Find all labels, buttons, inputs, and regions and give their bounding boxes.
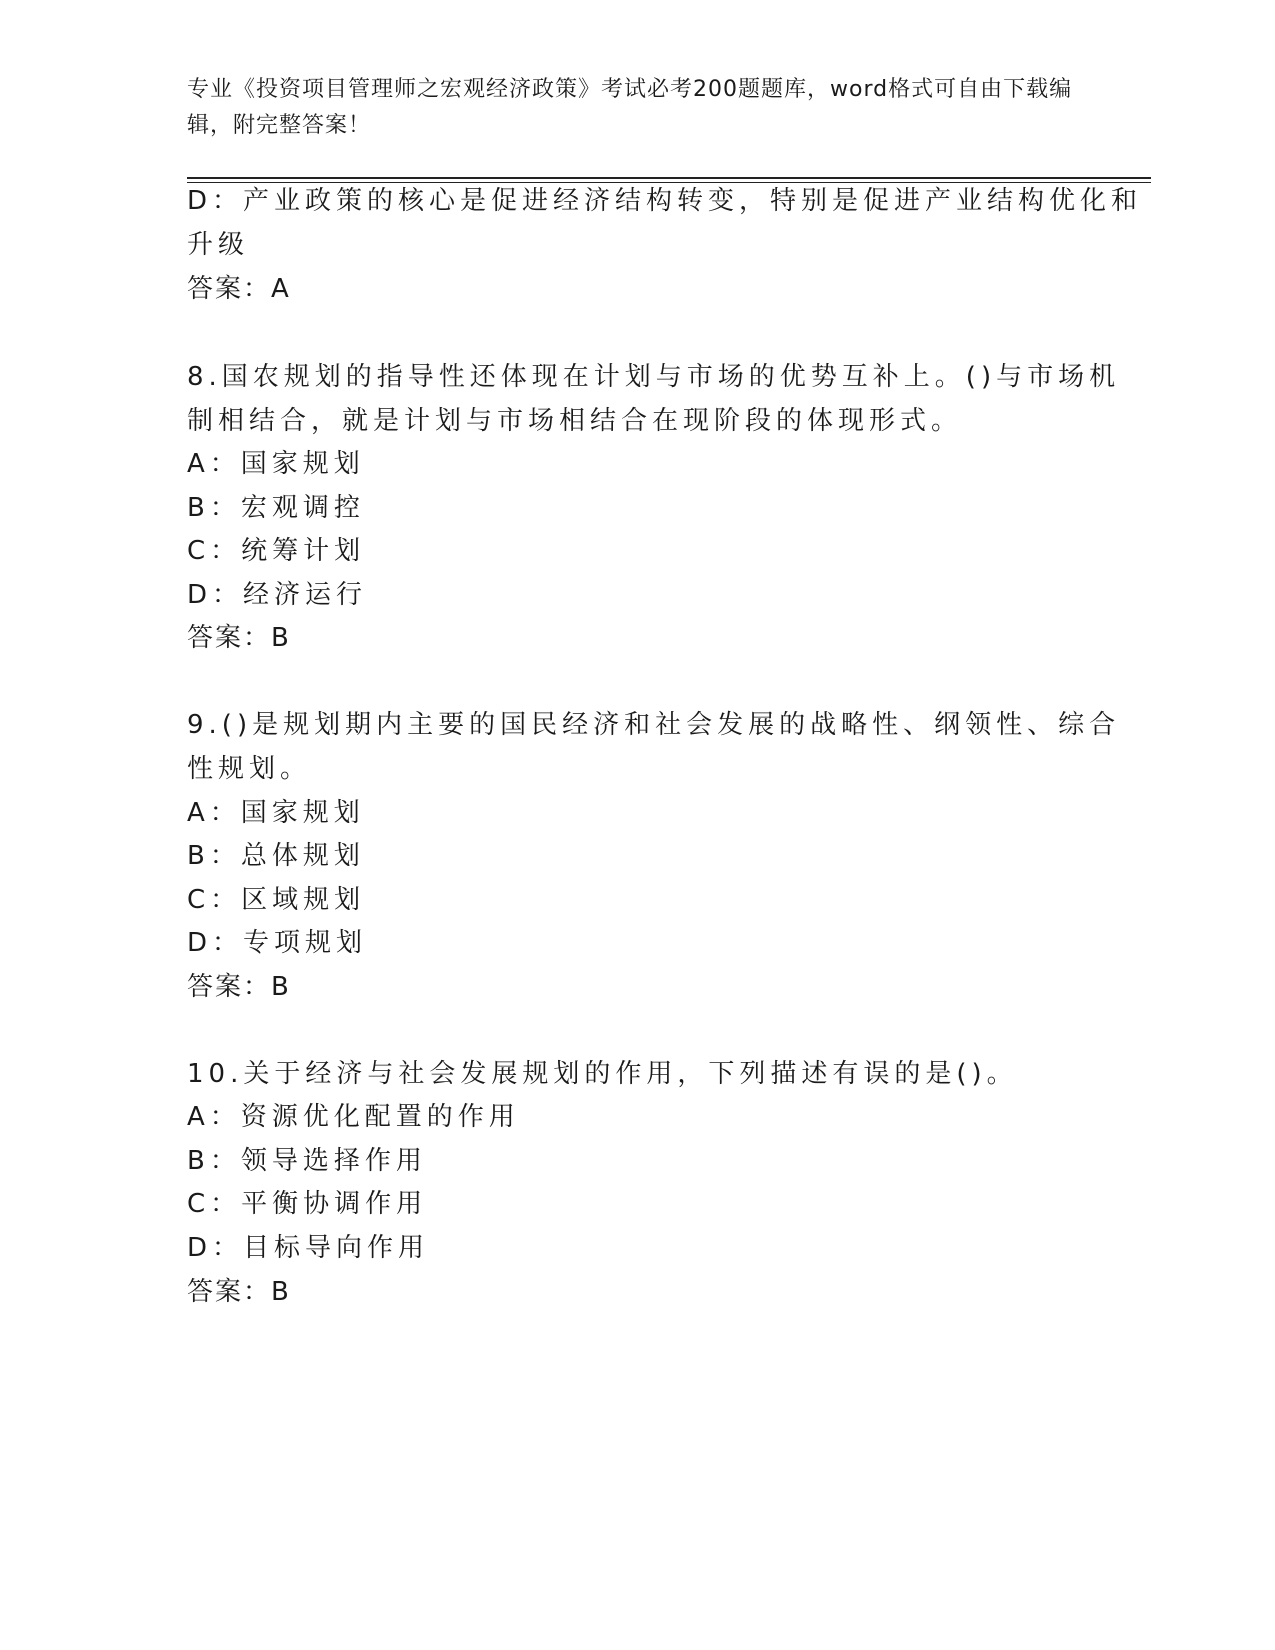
question-10-option-b: B：领导选择作用 [187, 1146, 427, 1176]
prev-option-d-line2: 升级 [187, 230, 250, 260]
question-8-option-a: A：国家规划 [187, 449, 365, 479]
prev-option-d-line1: D：产业政策的核心是促进经济结构转变，特别是促进产业结构优化和 [187, 186, 1143, 216]
question-10-stem: 10.关于经济与社会发展规划的作用，下列描述有误的是()。 [187, 1059, 1018, 1089]
question-8-answer: 答案：B [187, 623, 291, 653]
question-8-stem-line2: 制相结合，就是计划与市场相结合在现阶段的体现形式。 [187, 406, 963, 436]
question-10-option-c: C：平衡协调作用 [187, 1189, 428, 1219]
question-9-option-d: D：专项规划 [187, 928, 368, 958]
question-9-answer: 答案：B [187, 972, 291, 1002]
question-8-option-c: C：统筹计划 [187, 536, 366, 566]
question-9-stem-line1: 9.()是规划期内主要的国民经济和社会发展的战略性、纲领性、综合 [187, 710, 1121, 740]
question-10-option-d: D：目标导向作用 [187, 1233, 430, 1263]
question-8-stem-line1: 8.国农规划的指导性还体现在计划与市场的优势互补上。()与市场机 [187, 362, 1121, 392]
question-10-answer: 答案：B [187, 1277, 291, 1307]
question-8-option-d: D：经济运行 [187, 580, 368, 610]
question-9-option-c: C：区域规划 [187, 885, 366, 915]
question-10-option-a: A：资源优化配置的作用 [187, 1102, 520, 1132]
question-9-stem-line2: 性规划。 [187, 754, 312, 784]
question-9-option-b: B：总体规划 [187, 841, 365, 871]
question-8-option-b: B：宏观调控 [187, 493, 365, 523]
prev-answer: 答案：A [187, 274, 291, 304]
question-9-option-a: A：国家规划 [187, 798, 365, 828]
document-header: 专业《投资项目管理师之宏观经济政策》考试必考200题题库，word格式可自由下载编辑，附完整答案！ [187, 77, 1073, 138]
